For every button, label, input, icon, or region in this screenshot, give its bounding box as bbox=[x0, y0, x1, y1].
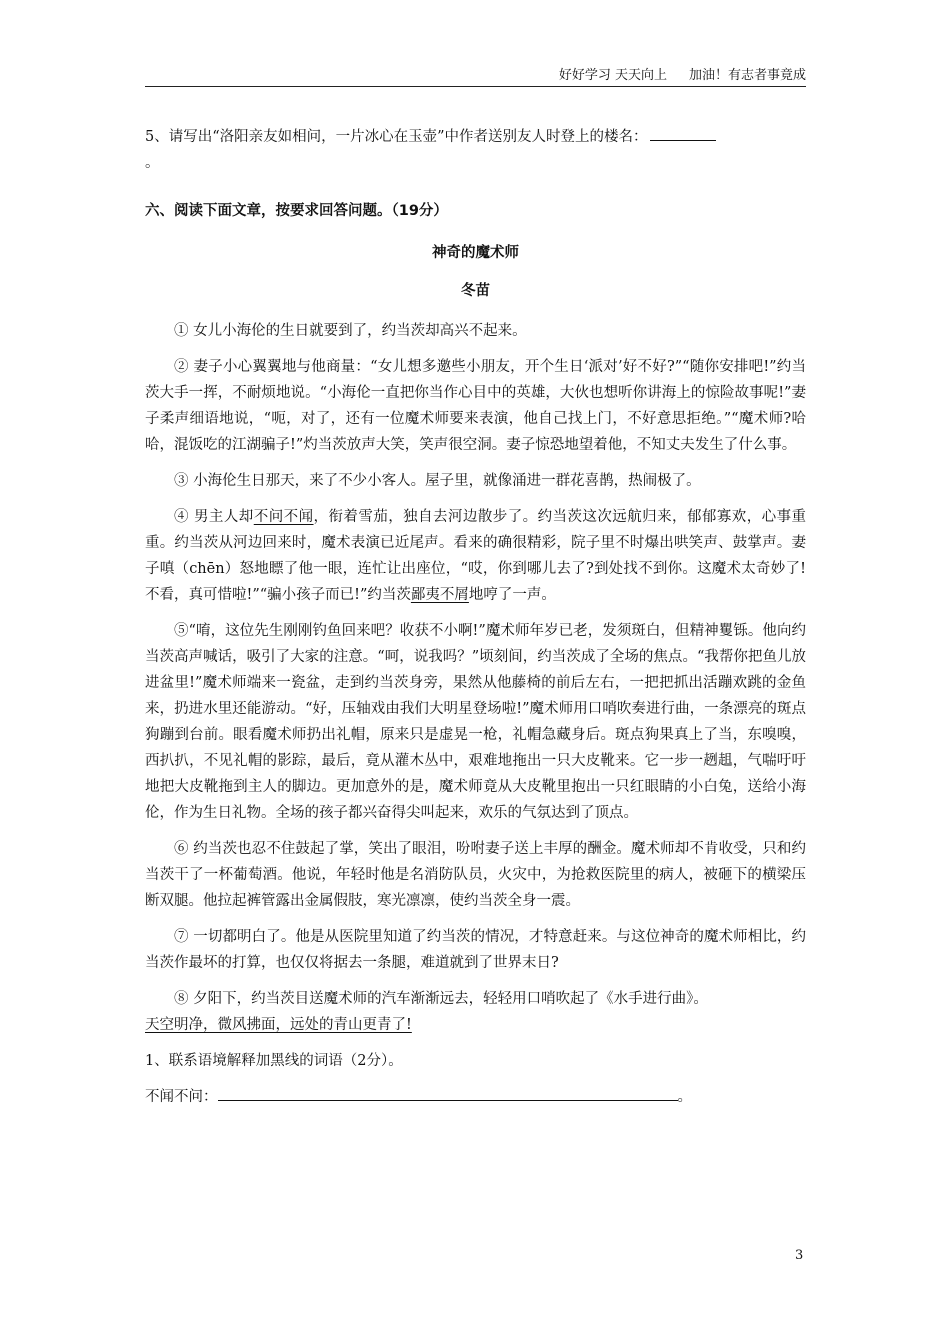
article-paragraph-4 bbox=[145, 504, 806, 608]
question-1: 1、联系语境解释加黑线的词语（2分）。 bbox=[145, 1053, 403, 1069]
article-paragraph-1: ① 女儿小海伦的生日就要到了，约当茨却高兴不起来。 bbox=[174, 323, 527, 339]
paragraph-8-part-a: ⑧ 夕阳下，约当茨目送魔术师的汽车渐渐远去，轻轻用口哨吹起了《水手进行曲》。 bbox=[174, 991, 708, 1007]
answer-end: 。 bbox=[677, 1089, 692, 1105]
article-paragraph-6: ⑥ 约当茨也忍不住鼓起了掌，笑出了眼泪，吩咐妻子送上丰厚的酬金。魔术师却不肯收受，只和约当茨干了一杯葡萄酒。他说，年轻时他是名消防队员，火灾中，为抢救医院里的病人，被砸下的横梁压断双腿。他拉起裤管露出金属假肢，寒光凛凛，使约当茨全身一震。 bbox=[145, 841, 806, 909]
underlined-sentence: 天空明净，微风拂面，远处的青山更青了! bbox=[145, 1017, 412, 1033]
page-number: 3 bbox=[795, 1248, 804, 1263]
section-6-title: 六、阅读下面文章，按要求回答问题。（19分） bbox=[145, 203, 448, 219]
underlined-word-buwenbuwen: 不问不闻 bbox=[253, 509, 314, 525]
header-right-motto: 加油！有志者事竟成 bbox=[688, 68, 806, 83]
paragraph-4-part-c: 地哼了一声。 bbox=[468, 587, 556, 603]
page-header bbox=[145, 64, 806, 87]
header-left-motto: 好好学习 天天向上 bbox=[558, 68, 667, 83]
article-paragraph-8 bbox=[145, 986, 806, 1038]
question-5-end: 。 bbox=[145, 155, 160, 171]
article-paragraph-7: ⑦ 一切都明白了。他是从医院里知道了约当茨的情况，才特意赶来。与这位神奇的魔术师相比，约当茨作最坏的打算，也仅仅将据去一条腿，难道就到了世界末日? bbox=[145, 929, 806, 971]
page-content bbox=[145, 124, 806, 1110]
article-title: 神奇的魔术师 bbox=[432, 245, 519, 261]
answer-label: 不闻不问： bbox=[145, 1089, 218, 1105]
article-paragraph-2: ② 妻子小心翼翼地与他商量：“女儿想多邀些小朋友，开个生日‘派对’好不好?”“随你安排吧!”约当茨大手一挥，不耐烦地说。“小海伦一直把你当作心目中的英雄，大伙也想听你讲海上的惊险故事呢!”妻子柔声细语地说，“呃，对了，还有一位魔术师要来表演，他自己找上门，不好意思拒绝。”“魔术师?哈哈，混饭吃的江湖骗子!”灼当茨放声大笑，笑声很空洞。妻子惊恐地望着他，不知丈夫发生了什么事。 bbox=[145, 359, 806, 453]
answer-blank[interactable] bbox=[218, 1084, 678, 1101]
article-author: 冬苗 bbox=[461, 283, 490, 299]
question-1-answer bbox=[145, 1084, 806, 1110]
question-5-text: 5、请写出“洛阳亲友如相问，一片冰心在玉壶”中作者送别友人时登上的楼名： bbox=[145, 129, 648, 145]
article-paragraph-3: ③ 小海伦生日那天，来了不少小客人。屋子里，就像涌进一群花喜鹊，热闹极了。 bbox=[174, 473, 701, 489]
question-5-blank[interactable] bbox=[650, 124, 716, 141]
article-paragraph-5: ⑤“唷，这位先生刚刚钓鱼回来吧？收获不小啊!”魔术师年岁已老，发须斑白，但精神矍铄。他向约当茨高声喊话，吸引了大家的注意。“呵，说我吗？”顷刻间，约当茨成了全场的焦点。“我帮你把鱼儿放进盆里!”魔术师端来一瓷盆，走到约当茨身旁，果然从他藤椅的前后左右，一把把抓出活蹦欢跳的金鱼来，扔进水里还能游动。“好，压轴戏由我们大明星登场啦!”魔术师用口哨吹奏进行曲，一条漂亮的斑点狗蹦到台前。眼看魔术师扔出礼帽，原来只是虚晃一枪，礼帽急藏身后。斑点狗果真上了当，东嗅嗅，西扒扒，不见礼帽的影踪，最后，竟从灌木丛中，艰难地拖出一只大皮靴来。它一步一趔趄，气喘吁吁地把大皮靴拖到主人的脚边。更加意外的是，魔术师竟从大皮靴里抱出一只红眼睛的小白兔，送给小海伦，作为生日礼物。全场的孩子都兴奋得尖叫起来，欢乐的气氛达到了顶点。 bbox=[145, 623, 806, 821]
question-5 bbox=[145, 124, 806, 176]
underlined-word-biyibuxie: 鄙夷不屑 bbox=[410, 587, 469, 603]
paragraph-4-part-a: ④ 男主人却 bbox=[174, 509, 254, 525]
paragraph-4-part-b: ，衔着雪茄，独自去河边散步了。约当茨这次远航归来，郁郁寡欢，心事重重。约当茨从河边回来时，魔术表演已近尾声。看来的确很精彩，院子里不时爆出哄笑声、鼓掌声。妻子嗔（chēn）怒地瞟了他一眼，连忙让出座位，“哎，你到哪儿去了?到处找不到你。这魔术太奇妙了!不看，真可惜啦!”“骗小孩子而已!”约当茨 bbox=[145, 509, 807, 603]
